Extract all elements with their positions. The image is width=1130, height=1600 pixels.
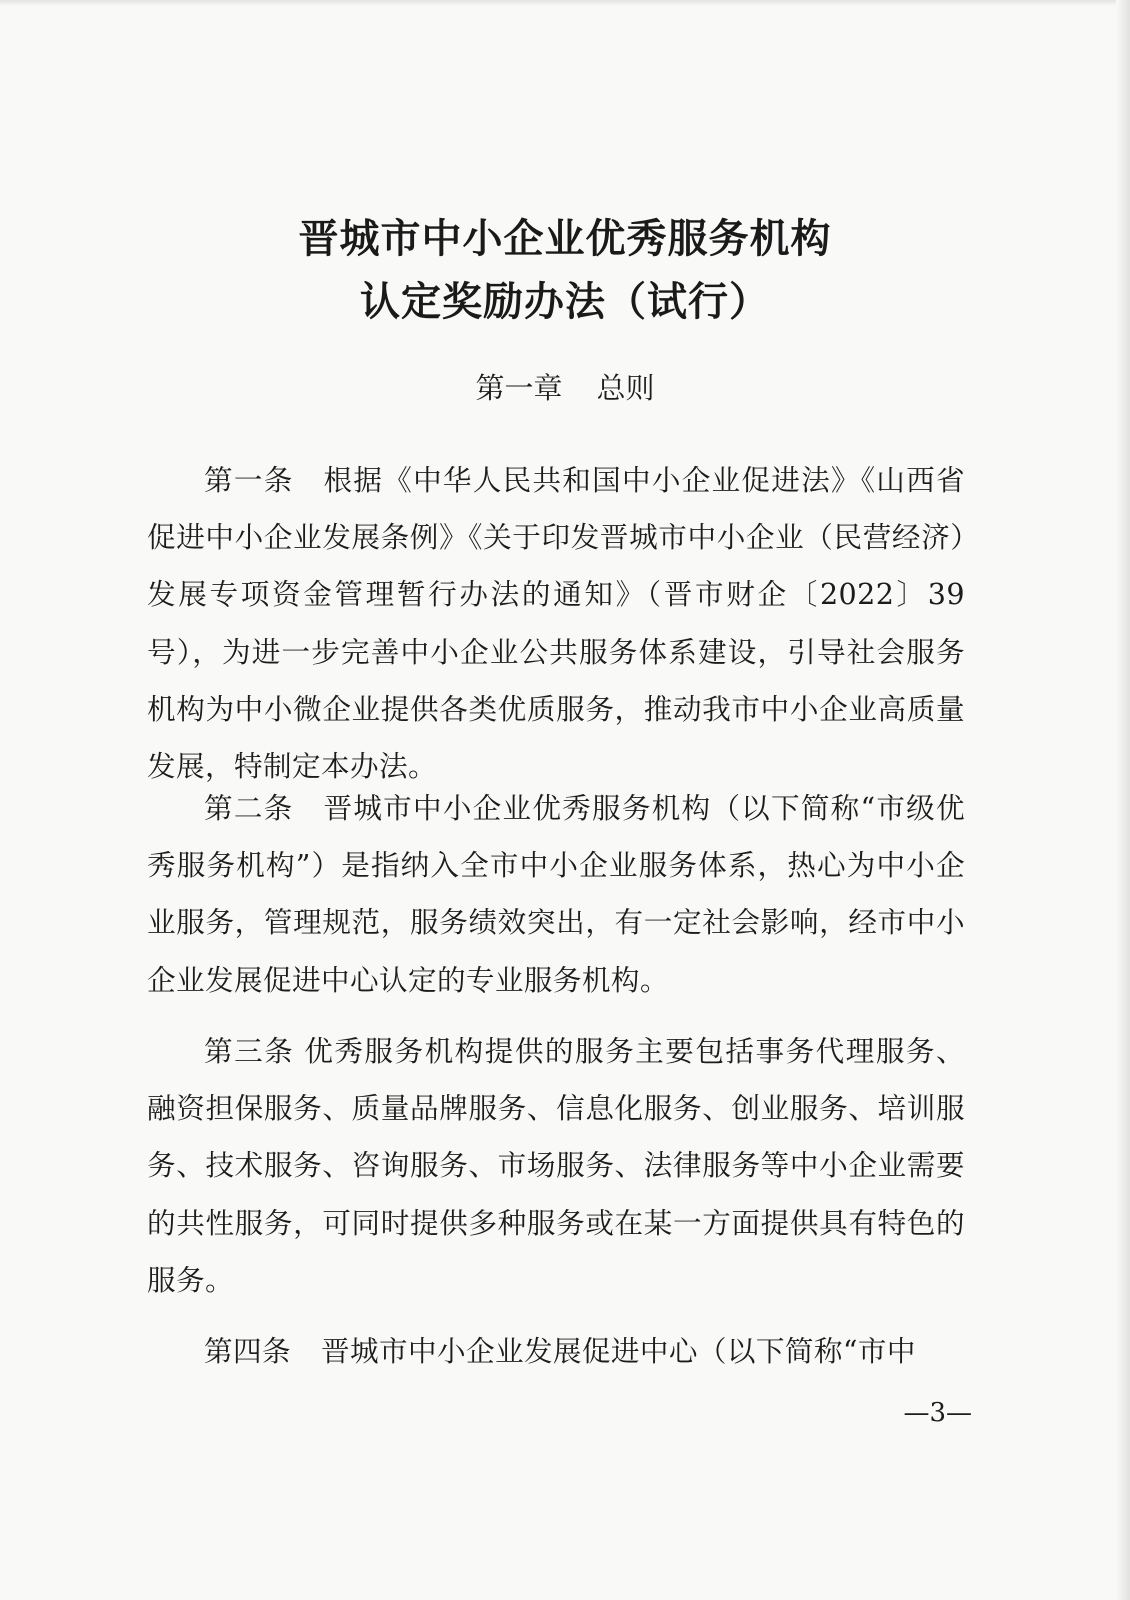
article-3-label: 第三条 bbox=[204, 1034, 295, 1068]
article-2-text: 晋城市中小企业优秀服务机构（以下简称“市级优秀服务机构”）是指纳入全市中小企业服务体系，热心为中小企业服务，管理规范，服务绩效突出，有一定社会影响，经市中小企业发展促进中心认定的专业服务机构。 bbox=[147, 791, 965, 997]
scan-edge-top bbox=[0, 0, 1130, 6]
article-1 bbox=[147, 452, 965, 795]
document-title-line-1: 晋城市中小企业优秀服务机构 bbox=[298, 215, 832, 262]
article-4 bbox=[147, 1323, 965, 1380]
article-4-label: 第四条 bbox=[204, 1334, 291, 1368]
chapter-label: 第一章 bbox=[475, 371, 563, 405]
article-1-text: 根据《中华人民共和国中小企业促进法》《山西省促进中小企业发展条例》《关于印发晋城市中小企业（民营经济）发展专项资金管理暂行办法的通知》（晋市财企〔2022〕39 号），为进一步完善中小企业公共服务体系建设，引导社会服务机构为中小微企业提供各类优质服务，推动我市中小企业高质量发展，特制定本办法。 bbox=[147, 463, 965, 784]
chapter-title: 总则 bbox=[596, 371, 655, 405]
document-title-line-2: 认定奖励办法（试行） bbox=[360, 278, 770, 325]
article-3-text: 优秀服务机构提供的服务主要包括事务代理服务、融资担保服务、质量品牌服务、信息化服务、创业服务、培训服务、技术服务、咨询服务、市场服务、法律服务等中小企业需要的共性服务，可同时提供多种服务或在某一方面提供具有特色的服务。 bbox=[147, 1034, 965, 1297]
article-1-label: 第一条 bbox=[204, 463, 294, 497]
article-3 bbox=[147, 1023, 965, 1309]
page-number: —3— bbox=[903, 1398, 972, 1428]
article-2 bbox=[147, 780, 965, 1009]
article-4-text: 晋城市中小企业发展促进中心（以下简称“市中 bbox=[320, 1334, 916, 1368]
article-2-label: 第二条 bbox=[204, 791, 294, 825]
chapter-heading bbox=[0, 368, 1130, 408]
